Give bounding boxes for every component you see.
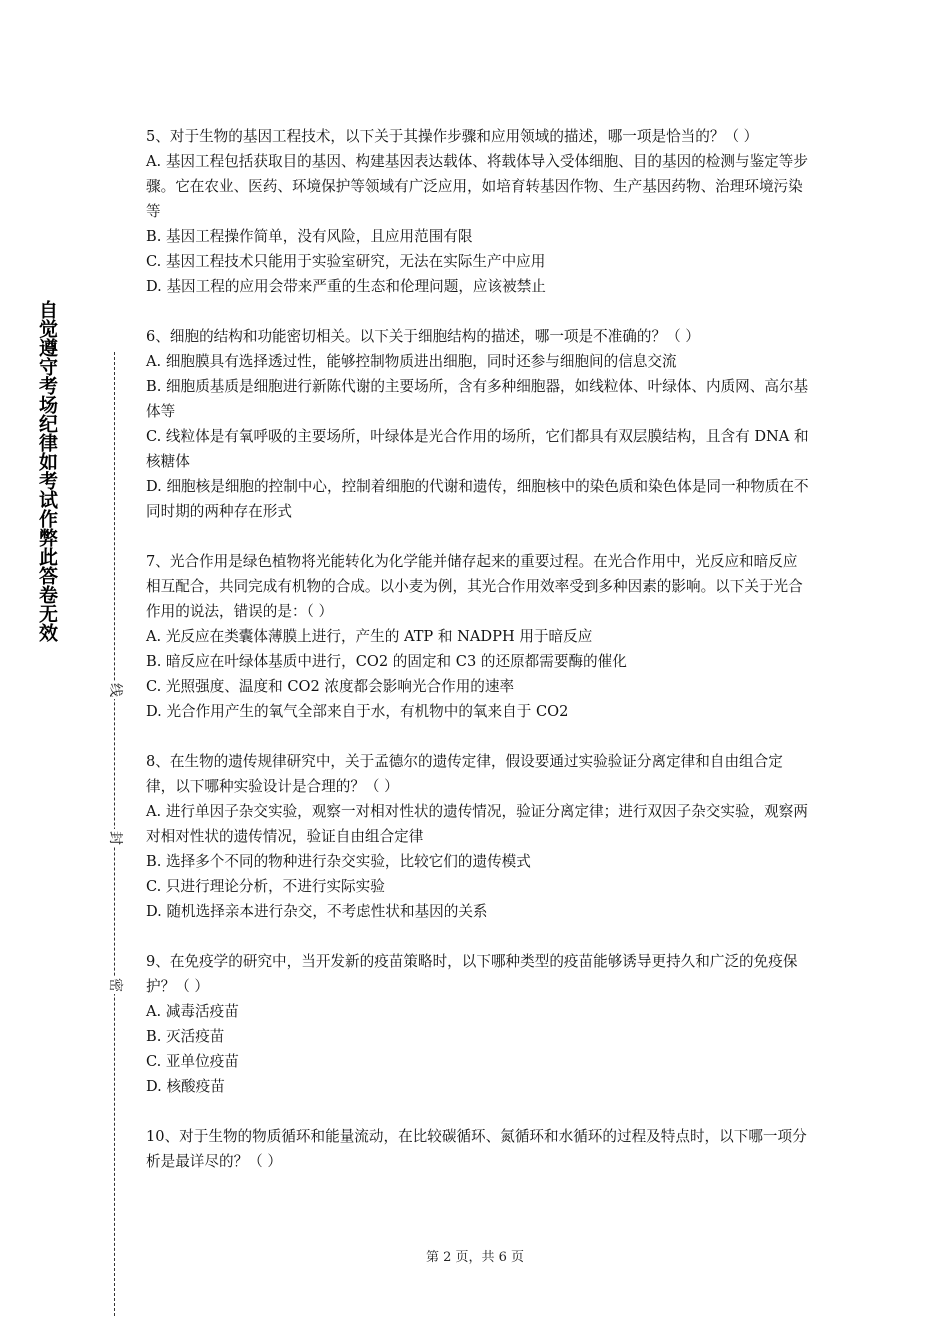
option-a: A. 减毒活疫苗 — [146, 1003, 239, 1020]
option-b: B. 暗反应在叶绿体基质中进行，CO2 的固定和 C3 的还原都需要酶的催化 — [146, 653, 627, 670]
option-b: B. 灭活疫苗 — [146, 1028, 225, 1045]
option-b: B. 基因工程操作简单，没有风险，且应用范围有限 — [146, 228, 473, 245]
question-stem: 7、光合作用是绿色植物将光能转化为化学能并储存起来的重要过程。在光合作用中，光反应和暗反应相互配合，共同完成有机物的合成。以小麦为例，其光合作用效率受到多种因素的影响。以下关于光合作用的说法，错误的是：（ ） — [146, 553, 803, 620]
option-d: D. 光合作用产生的氧气全部来自于水，有机物中的氧来自于 CO2 — [146, 703, 569, 720]
option-a: A. 光反应在类囊体薄膜上进行，产生的 ATP 和 NADPH 用于暗反应 — [146, 628, 593, 645]
option-c: C. 只进行理论分析，不进行实际实验 — [146, 878, 385, 895]
option-c: C. 线粒体是有氧呼吸的主要场所，叶绿体是光合作用的场所，它们都具有双层膜结构，且含有 DNA 和核糖体 — [146, 428, 809, 470]
question-5 — [146, 124, 810, 299]
option-a: A. 基因工程包括获取目的基因、构建基因表达载体、将载体导入受体细胞、目的基因的检测与鉴定等步骤。它在农业、医药、环境保护等领域有广泛应用，如培育转基因作物、生产基因药物、治理环境污染等 — [146, 153, 808, 220]
option-c: C. 亚单位疫苗 — [146, 1053, 239, 1070]
question-7 — [146, 549, 810, 724]
question-10 — [146, 1124, 810, 1174]
question-stem: 8、在生物的遗传规律研究中，关于孟德尔的遗传定律，假设要通过实验验证分离定律和自由组合定律，以下哪种实验设计是合理的？（ ） — [146, 753, 783, 795]
binding-label-secret: 密 — [107, 978, 123, 992]
option-d: D. 随机选择亲本进行杂交，不考虑性状和基因的关系 — [146, 903, 488, 920]
binding-label-line: 线 — [107, 683, 123, 697]
page-number: 第 2 页，共 6 页 — [425, 1250, 525, 1265]
question-9 — [146, 949, 810, 1099]
option-c: C. 光照强度、温度和 CO2 浓度都会影响光合作用的速率 — [146, 678, 515, 695]
question-stem: 6、细胞的结构和功能密切相关。以下关于细胞结构的描述，哪一项是不准确的？（ ） — [146, 328, 700, 345]
option-a: A. 细胞膜具有选择透过性，能够控制物质进出细胞，同时还参与细胞间的信息交流 — [146, 353, 677, 370]
option-b: B. 细胞质基质是细胞进行新陈代谢的主要场所，含有多种细胞器，如线粒体、叶绿体、内质网、高尔基体等 — [146, 378, 809, 420]
binding-label-seal: 封 — [107, 831, 123, 845]
question-6 — [146, 324, 810, 524]
option-d: D. 基因工程的应用会带来严重的生态和伦理问题，应该被禁止 — [146, 278, 546, 295]
question-stem: 5、对于生物的基因工程技术，以下关于其操作步骤和应用领域的描述，哪一项是恰当的？（ ） — [146, 128, 759, 145]
question-stem: 10、对于生物的物质循环和能量流动，在比较碳循环、氮循环和水循环的过程及特点时，以下哪一项分析是最详尽的？（ ） — [146, 1128, 807, 1170]
option-a: A. 进行单因子杂交实验，观察一对相对性状的遗传情况，验证分离定律；进行双因子杂交实验，观察两对相对性状的遗传情况，验证自由组合定律 — [146, 803, 808, 845]
option-c: C. 基因工程技术只能用于实验室研究，无法在实际生产中应用 — [146, 253, 546, 270]
option-d: D. 细胞核是细胞的控制中心，控制着细胞的代谢和遗传，细胞核中的染色质和染色体是同一种物质在不同时期的两种存在形式 — [146, 478, 809, 520]
question-stem: 9、在免疫学的研究中，当开发新的疫苗策略时，以下哪种类型的疫苗能够诱导更持久和广泛的免疫保护？（ ） — [146, 953, 798, 995]
question-list — [146, 124, 810, 1199]
option-d: D. 核酸疫苗 — [146, 1078, 225, 1095]
exam-discipline-warning: 自觉遵守考场纪律如考试作弊此答卷无效 — [36, 300, 58, 642]
option-b: B. 选择多个不同的物种进行杂交实验，比较它们的遗传模式 — [146, 853, 531, 870]
question-8 — [146, 749, 810, 924]
